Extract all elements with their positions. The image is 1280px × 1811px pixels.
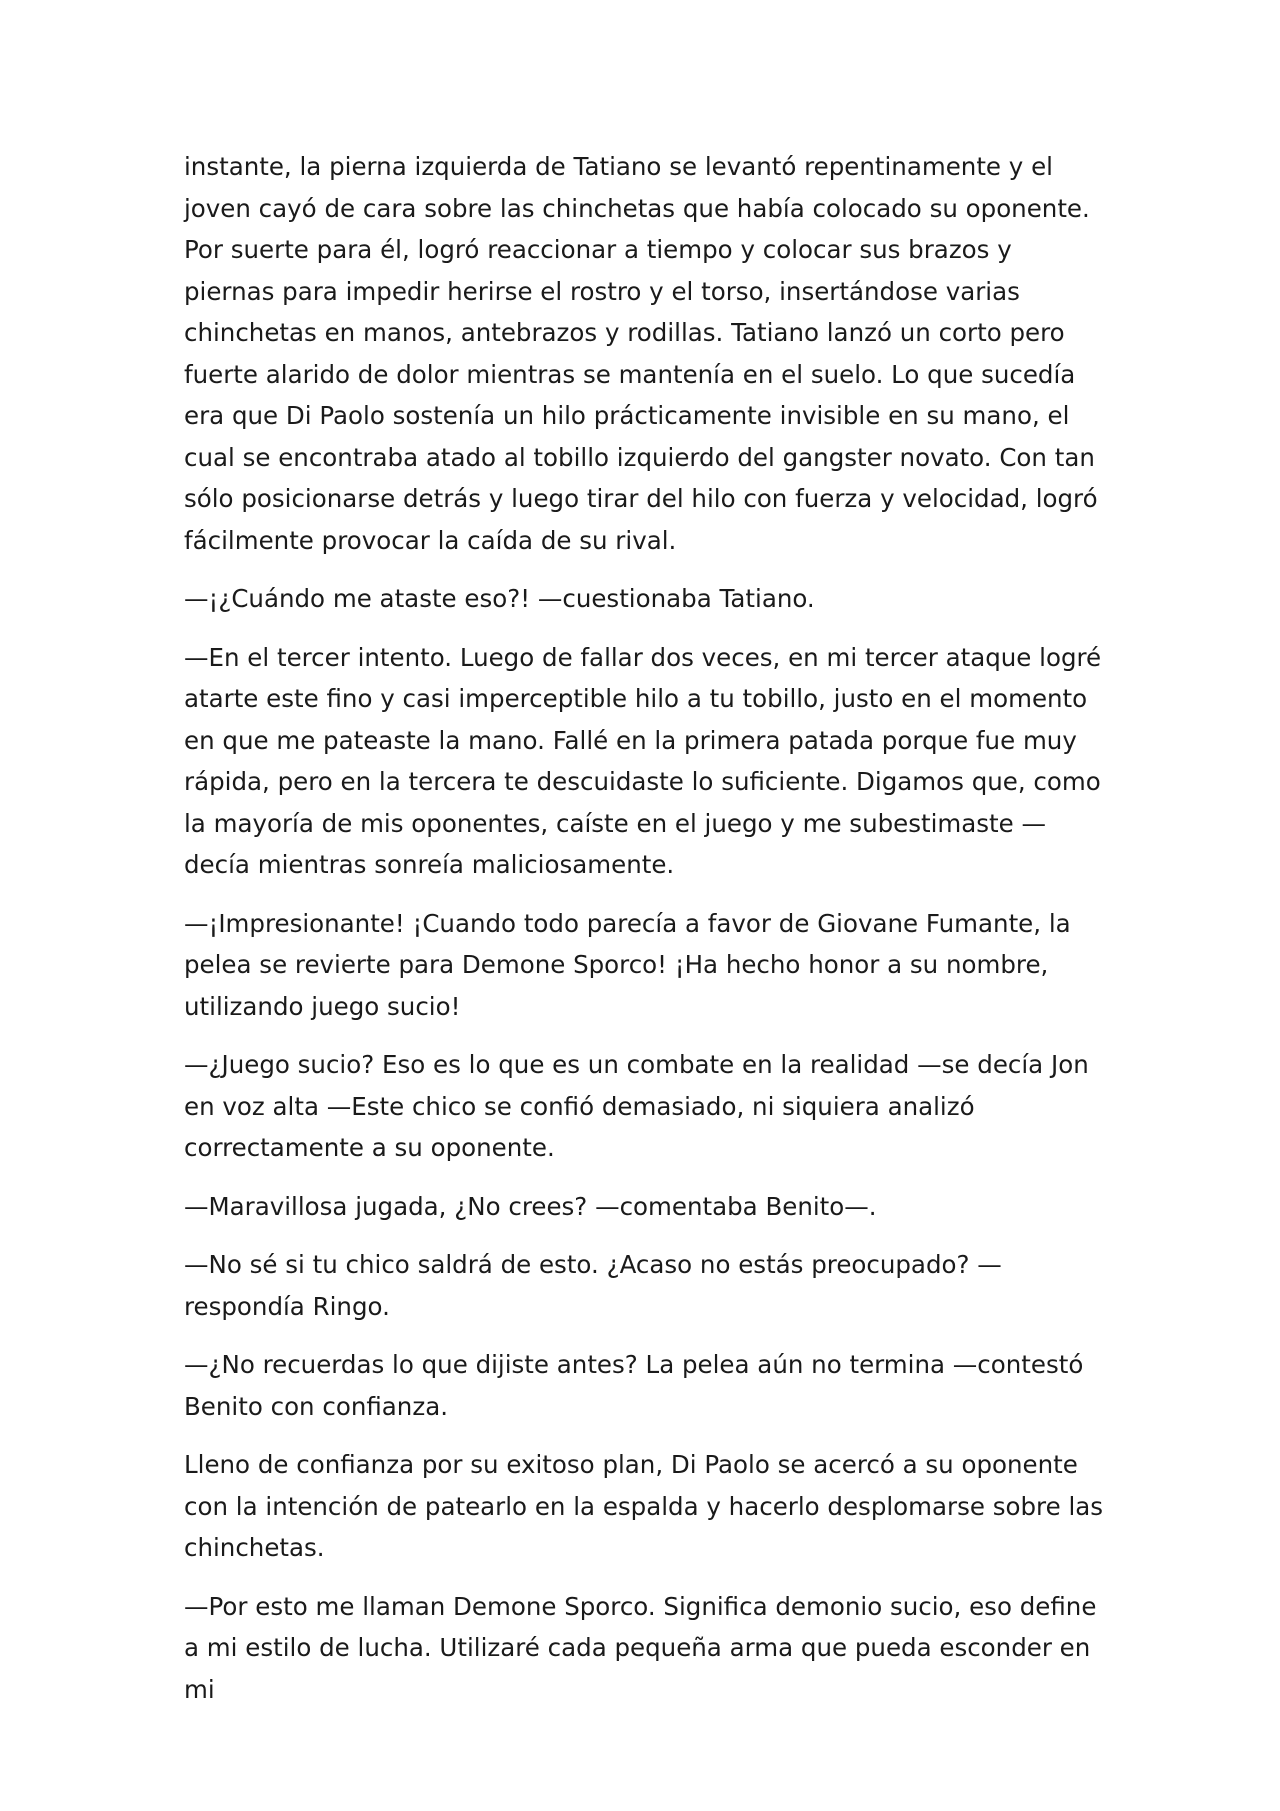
paragraph-2: —¡¿Cuándo me ataste eso?! —cuestionaba Tatiano. xyxy=(184,584,815,613)
document-page xyxy=(184,146,1104,1727)
paragraph-3: —En el tercer intento. Luego de fallar dos veces, en mi tercer ataque logré atarte este fino y casi imperceptible hilo a tu tobillo, justo en el momento en que me pateaste la mano. Fallé en la primera patada porque fue muy rápida, pero en la tercera te descuidaste lo suficiente. Digamos que, como la mayoría de mis oponentes, caíste en el juego y me subestimaste —decía mientras sonreía maliciosamente. xyxy=(184,642,1102,879)
paragraph-6: —Maravillosa jugada, ¿No crees? —comentaba Benito—. xyxy=(184,1191,877,1221)
paragraph-5: —¿Juego sucio? Eso es lo que es un combate en la realidad —se decía Jon en voz alta —Este chico se confió demasiado, ni siquiera analizó correctamente a su oponente. xyxy=(184,1050,1089,1162)
paragraph-10: —Por esto me llaman Demone Sporco. Significa demonio sucio, eso define a mi estilo de lucha. Utilizaré cada pequeña arma que pueda esconder en mi xyxy=(184,1591,1097,1704)
paragraph-8: —¿No recuerdas lo que dijiste antes? La pelea aún no termina —contestó Benito con confianza. xyxy=(184,1350,1084,1421)
paragraph-7: —No sé si tu chico saldrá de esto. ¿Acaso no estás preocupado? —respondía Ringo. xyxy=(184,1250,1002,1321)
paragraph-4: —¡Impresionante! ¡Cuando todo parecía a favor de Giovane Fumante, la pelea se revierte para Demone Sporco! ¡Ha hecho honor a su nombre, utilizando juego sucio! xyxy=(184,908,1071,1021)
paragraph-1: instante, la pierna izquierda de Tatiano se levantó repentinamente y el joven cayó de cara sobre las chinchetas que había colocado su oponente. Por suerte para él, logró reaccionar a tiempo y colocar sus brazos y piernas para impedir herirse el rostro y el torso, insertándose varias chinchetas en manos, antebrazos y rodillas. Tatiano lanzó un corto pero fuerte alarido de dolor mientras se mantenía en el suelo. Lo que sucedía era que Di Paolo sostenía un hilo prácticamente invisible en su mano, el cual se encontraba atado al tobillo izquierdo del gangster novato. Con tan sólo posicionarse detrás y luego tirar del hilo con fuerza y velocidad, logró fácilmente provocar la caída de su rival. xyxy=(184,152,1098,555)
paragraph-9: Lleno de confianza por su exitoso plan, Di Paolo se acercó a su oponente con la intención de patearlo en la espalda y hacerlo desplomarse sobre las chinchetas. xyxy=(184,1450,1104,1562)
